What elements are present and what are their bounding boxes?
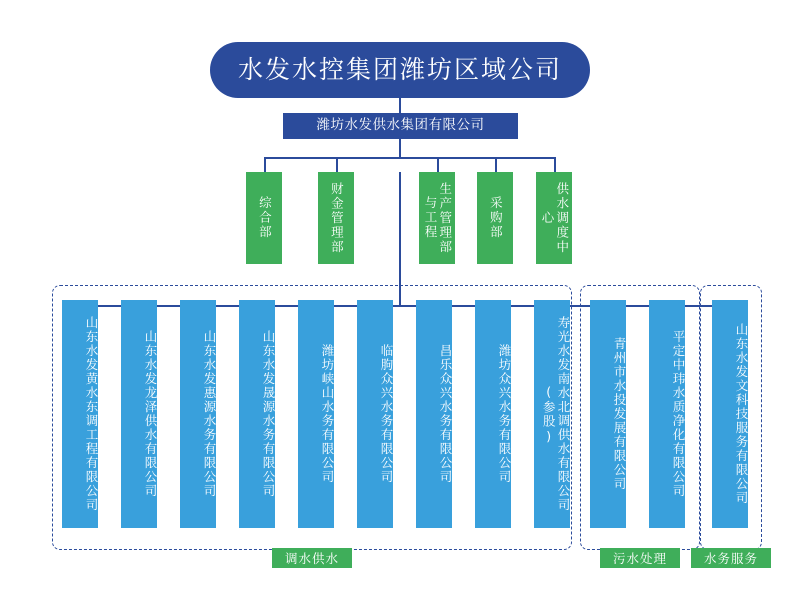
connector-root-to-level2 bbox=[399, 98, 401, 113]
dept-node-1: 财金管理部 bbox=[318, 172, 354, 264]
company-node-6: 昌乐众兴水务有限公司 bbox=[416, 300, 452, 528]
company-node-3: 山东水发晟源水务有限公司 bbox=[239, 300, 275, 528]
company-node-4: 潍坊峡山水务有限公司 bbox=[298, 300, 334, 528]
dept-node-3: 采购部 bbox=[477, 172, 513, 264]
connector-dept-4 bbox=[554, 157, 556, 172]
connector-dept-2 bbox=[437, 157, 439, 172]
group-label-0: 调水供水 bbox=[272, 548, 352, 568]
group-label-2: 水务服务 bbox=[691, 548, 771, 568]
connector-dept-0 bbox=[264, 157, 266, 172]
dept-node-0: 综合部 bbox=[246, 172, 282, 264]
connector-level2-down bbox=[399, 139, 401, 157]
company-node-0: 山东水发黄水东调工程有限公司 bbox=[62, 300, 98, 528]
company-node-5: 临朐众兴水务有限公司 bbox=[357, 300, 393, 528]
company-node-10: 平定中玮水质净化有限公司 bbox=[649, 300, 685, 528]
connector-dept-3 bbox=[495, 157, 497, 172]
connector-dept-bus bbox=[264, 157, 554, 159]
company-node-2: 山东水发惠源水务有限公司 bbox=[180, 300, 216, 528]
company-node-11: 山东水发文科技服务有限公司 bbox=[712, 300, 748, 528]
dept-node-2: 生产管理部与工程 bbox=[419, 172, 455, 264]
root-node: 水发水控集团潍坊区域公司 bbox=[210, 42, 590, 98]
dept-node-4: 供水调度中心 bbox=[536, 172, 572, 264]
level2-node: 潍坊水发供水集团有限公司 bbox=[283, 113, 518, 139]
company-node-1: 山东水发龙泽供水有限公司 bbox=[121, 300, 157, 528]
company-node-9: 青州市水投发展有限公司 bbox=[590, 300, 626, 528]
company-node-8: 寿光水发南水北调供水有限公司(参股) bbox=[534, 300, 570, 528]
connector-dept-1 bbox=[336, 157, 338, 172]
group-label-1: 污水处理 bbox=[600, 548, 680, 568]
company-node-7: 潍坊众兴水务有限公司 bbox=[475, 300, 511, 528]
